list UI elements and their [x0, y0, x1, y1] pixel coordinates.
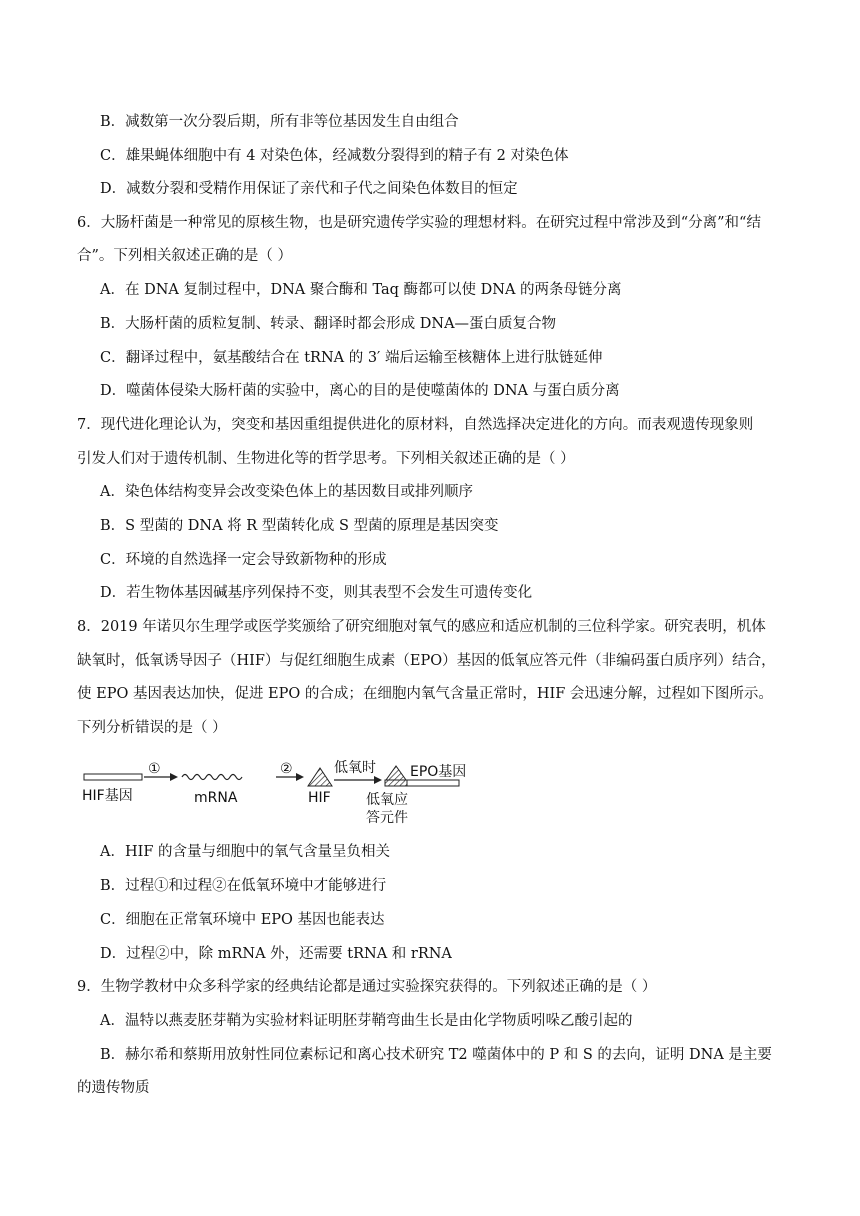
q9-option-b-continued: 的遗传物质 [77, 1080, 150, 1096]
q7-option-c: C．环境的自然选择一定会导致新物种的形成 [100, 552, 387, 568]
q8-option-a: A．HIF 的含量与细胞中的氧气含量呈负相关 [100, 844, 391, 860]
q8-stem-line-3: 使 EPO 基因表达加快，促进 EPO 的合成；在细胞内氧气含量正常时，HIF 会迅速分解，过程如下图所示。 [77, 686, 773, 702]
step-2-label: ② [280, 761, 293, 777]
q5-option-b: B．减数第一次分裂后期，所有非等位基因发生自由组合 [100, 114, 459, 130]
q6-option-a: A．在 DNA 复制过程中，DNA 聚合酶和 Taq 酶都可以使 DNA 的两条母链分离 [100, 282, 622, 298]
step-1-arrowhead [170, 773, 178, 781]
mrna-label: mRNA [194, 790, 238, 806]
q8-option-c: C．细胞在正常氧环境中 EPO 基因也能表达 [100, 912, 385, 928]
mrna-wave [182, 775, 242, 780]
response-element-label-line-1: 低氧应 [366, 792, 408, 808]
q7-stem-line-2: 引发人们对于遗传机制、生物进化等的哲学思考。下列相关叙述正确的是（ ） [77, 451, 575, 467]
q5-option-d: D．减数分裂和受精作用保证了亲代和子代之间染色体数目的恒定 [100, 181, 518, 197]
q6-stem-line-2: 合”。下列相关叙述正确的是（ ） [77, 248, 293, 264]
step-2-arrowhead [296, 773, 304, 781]
q8-stem-line-1: 8．2019 年诺贝尔生理学或医学奖颁给了研究细胞对氧气的感应和适应机制的三位科学家。研究表明，机体 [77, 619, 766, 635]
hif-gene-label: HIF基因 [82, 788, 133, 804]
step-1-label: ① [148, 761, 161, 777]
q9-option-a: A．温特以燕麦胚芽鞘为实验材料证明胚芽鞘弯曲生长是由化学物质吲哚乙酸引起的 [100, 1013, 633, 1029]
q7-stem-line-1: 7．现代进化理论认为，突变和基因重组提供进化的原材料，自然选择决定进化的方向。而表观遗传现象则 [77, 417, 754, 433]
q9-option-b: B．赫尔希和蔡斯用放射性同位素标记和离心技术研究 T2 噬菌体中的 P 和 S 的去向，证明 DNA 是主要 [100, 1047, 772, 1063]
q6-option-d: D．噬菌体侵染大肠杆菌的实验中，离心的目的是使噬菌体的 DNA 与蛋白质分离 [100, 383, 620, 399]
q5-option-c: C．雄果蝇体细胞中有 4 对染色体，经减数分裂得到的精子有 2 对染色体 [100, 148, 569, 164]
q8-stem-line-2: 缺氧时，低氧诱导因子（HIF）与促红细胞生成素（EPO）基因的低氧应答元件（非编码蛋白质序列）结合， [77, 653, 776, 669]
q6-option-b: B．大肠杆菌的质粒复制、转录、翻译时都会形成 DNA—蛋白质复合物 [100, 316, 557, 332]
q6-stem-line-1: 6．大肠杆菌是一种常见的原核生物，也是研究遗传学实验的理想材料。在研究过程中常涉及到“分离”和“结 [77, 215, 761, 231]
hif-protein-label: HIF [308, 790, 331, 806]
q7-option-b: B．S 型菌的 DNA 将 R 型菌转化成 S 型菌的原理是基因突变 [100, 518, 499, 534]
hif-gene-bar [84, 774, 142, 780]
q8-stem-line-4: 下列分析错误的是（ ） [77, 720, 227, 736]
q8-option-b: B．过程①和过程②在低氧环境中才能够进行 [100, 878, 387, 894]
hif-protein-triangle [308, 768, 332, 786]
q6-option-c: C．翻译过程中，氨基酸结合在 tRNA 的 3′ 端后运输至核糖体上进行肽链延伸 [100, 350, 603, 366]
epo-gene-label: EPO基因 [410, 764, 467, 780]
low-oxygen-arrowhead [374, 776, 382, 784]
low-oxygen-label: 低氧时 [334, 760, 376, 776]
hif-pathway-diagram [82, 758, 482, 826]
bound-hif-triangle [386, 766, 406, 780]
q9-stem-line-1: 9．生物学教材中众多科学家的经典结论都是通过实验探究获得的。下列叙述正确的是（ ） [77, 979, 657, 995]
q7-option-a: A．染色体结构变异会改变染色体上的基因数目或排列顺序 [100, 484, 473, 500]
response-element-label-line-2: 答元件 [366, 810, 408, 826]
response-element [385, 780, 407, 786]
q8-option-d: D．过程②中，除 mRNA 外，还需要 tRNA 和 rRNA [100, 946, 452, 962]
q7-option-d: D．若生物体基因碱基序列保持不变，则其表型不会发生可遗传变化 [100, 585, 533, 601]
